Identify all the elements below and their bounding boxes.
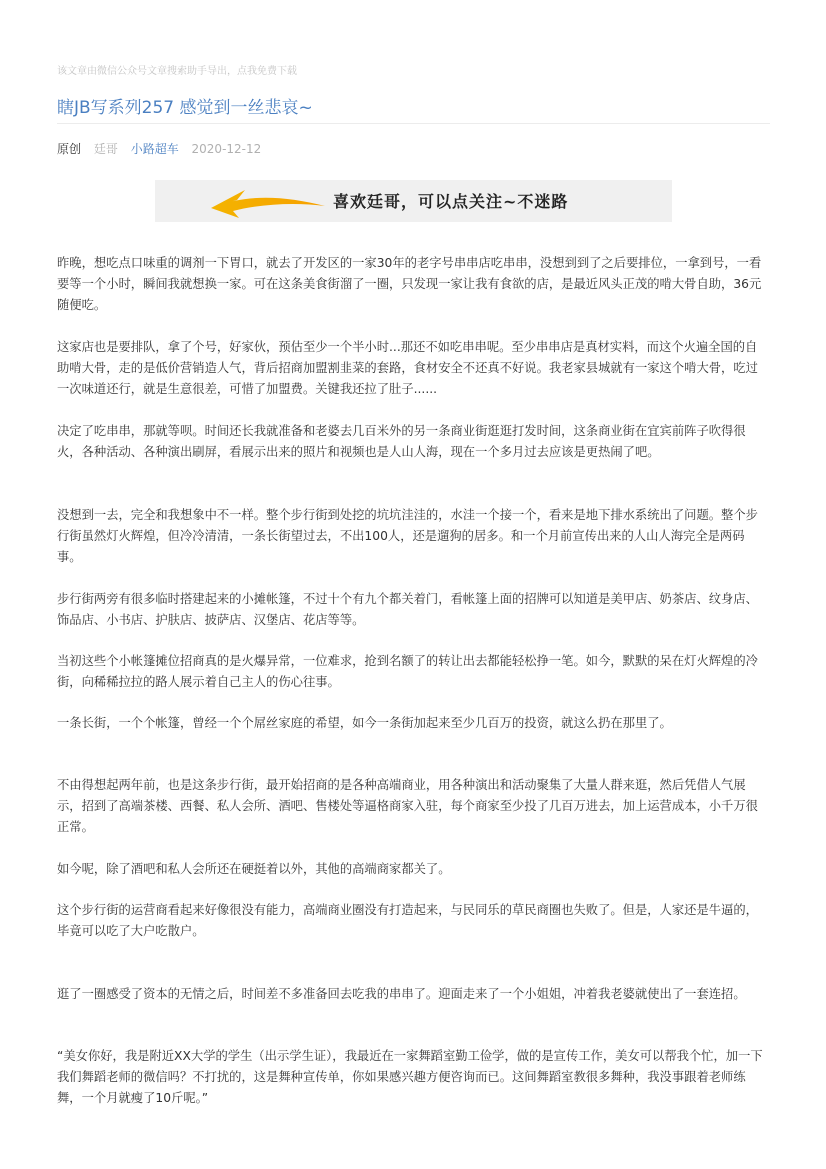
paragraph: 不由得想起两年前，也是这条步行街，最开始招商的是各种高端商业，用各种演出和活动聚集了大量人群来逛，然后凭借人气展示，招到了高端茶楼、西餐、私人会所、酒吧、售楼处等逼格商家入驻，每个商家至少投了几百万进去，加上运营成本，小千万很正常。 bbox=[57, 778, 758, 834]
title-divider bbox=[57, 123, 770, 124]
paragraph: 决定了吃串串，那就等呗。时间还长我就准备和老婆去几百米外的另一条商业街逛逛打发时间，这条商业街在宜宾前阵子吹得很火，各种活动、各种演出刷屏，看展示出来的照片和视频也是人山人海，现在一个多月过去应该是更热闹了吧。 bbox=[57, 424, 746, 459]
paragraph: 没想到一去，完全和我想象中不一样。整个步行街到处挖的坑坑洼洼的，水洼一个接一个，看来是地下排水系统出了问题。整个步行街虽然灯火辉煌，但冷冷清清，一条长街望过去，不出100人，还是遛狗的居多。和一个月前宣传出来的人山人海完全是两码事。 bbox=[57, 508, 758, 564]
paragraph: 这家店也是要排队，拿了个号，好家伙，预估至少一个半小时...那还不如吃串串呢。至少串串店是真材实料，而这个火遍全国的自助啃大骨，走的是低价营销造人气，背后招商加盟割韭菜的套路，食材安全不还真不好说。我老家县城就有一家这个啃大骨，吃过一次味道还行，就是生意很差，可惜了加盟费。关键我还拉了肚子...... bbox=[57, 340, 758, 396]
banner-caption: 喜欢廷哥，可以点关注~不迷路 bbox=[333, 192, 569, 211]
paragraph: 步行街两旁有很多临时搭建起来的小摊帐篷，不过十个有九个都关着门，看帐篷上面的招牌可以知道是美甲店、奶茶店、纹身店、饰品店、小书店、护肤店、披萨店、汉堡店、花店等等。 bbox=[57, 592, 758, 627]
paragraph: 逛了一圈感受了资本的无情之后，时间差不多准备回去吃我的串串了。迎面走来了一个小姐姐，冲着我老婆就使出了一套连招。 bbox=[57, 987, 746, 1001]
paragraph: 当初这些个小帐篷摊位招商真的是火爆异常，一位难求，抢到名额了的转让出去都能轻松挣一笔。如今，默默的呆在灯火辉煌的冷街，向稀稀拉拉的路人展示着自己主人的伤心往事。 bbox=[57, 654, 758, 689]
paragraph: “美女你好，我是附近XX大学的学生（出示学生证），我最近在一家舞蹈室勤工俭学，做的是宣传工作，美女可以帮我个忙，加一下我们舞蹈老师的微信吗？不打扰的，这是舞种宣传单，你如果感兴趣方便咨询而已。这间舞蹈室教很多舞种，我没事跟着老师练舞，一个月就瘦了10斤呢。” bbox=[57, 1049, 763, 1105]
account-name-link[interactable]: 小路超车 bbox=[130, 142, 179, 156]
paragraph: 如今呢，除了酒吧和私人会所还在硬挺着以外，其他的高端商家都关了。 bbox=[57, 862, 451, 876]
paragraph: 这个步行街的运营商看起来好像很没有能力，高端商业圈没有打造起来，与民同乐的草民商圈也失败了。但是，人家还是牛逼的，毕竟可以吃了大户吃散户。 bbox=[57, 903, 758, 938]
article-meta bbox=[57, 140, 270, 157]
article-title: 瞎JB写系列257 感觉到一丝悲哀~ bbox=[57, 98, 313, 118]
export-notice-link[interactable]: 该文章由微信公众号文章搜索助手导出，点我免费下载 bbox=[57, 66, 297, 77]
original-label: 原创 bbox=[57, 142, 82, 156]
author-name: 廷哥 bbox=[93, 142, 118, 156]
publish-date: 2020-12-12 bbox=[191, 142, 262, 156]
follow-banner bbox=[155, 180, 672, 222]
paragraph: 一条长街，一个个帐篷，曾经一个个屌丝家庭的希望，如今一条街加起来至少几百万的投资，就这么扔在那里了。 bbox=[57, 716, 672, 730]
paragraph: 昨晚，想吃点口味重的调剂一下胃口，就去了开发区的一家30年的老字号串串店吃串串，没想到到了之后要排位，一拿到号，一看要等一个小时，瞬间我就想换一家。可在这条美食街溜了一圈，只发现一家让我有食欲的店，是最近风头正茂的啃大骨自助，36元随便吃。 bbox=[57, 256, 762, 312]
